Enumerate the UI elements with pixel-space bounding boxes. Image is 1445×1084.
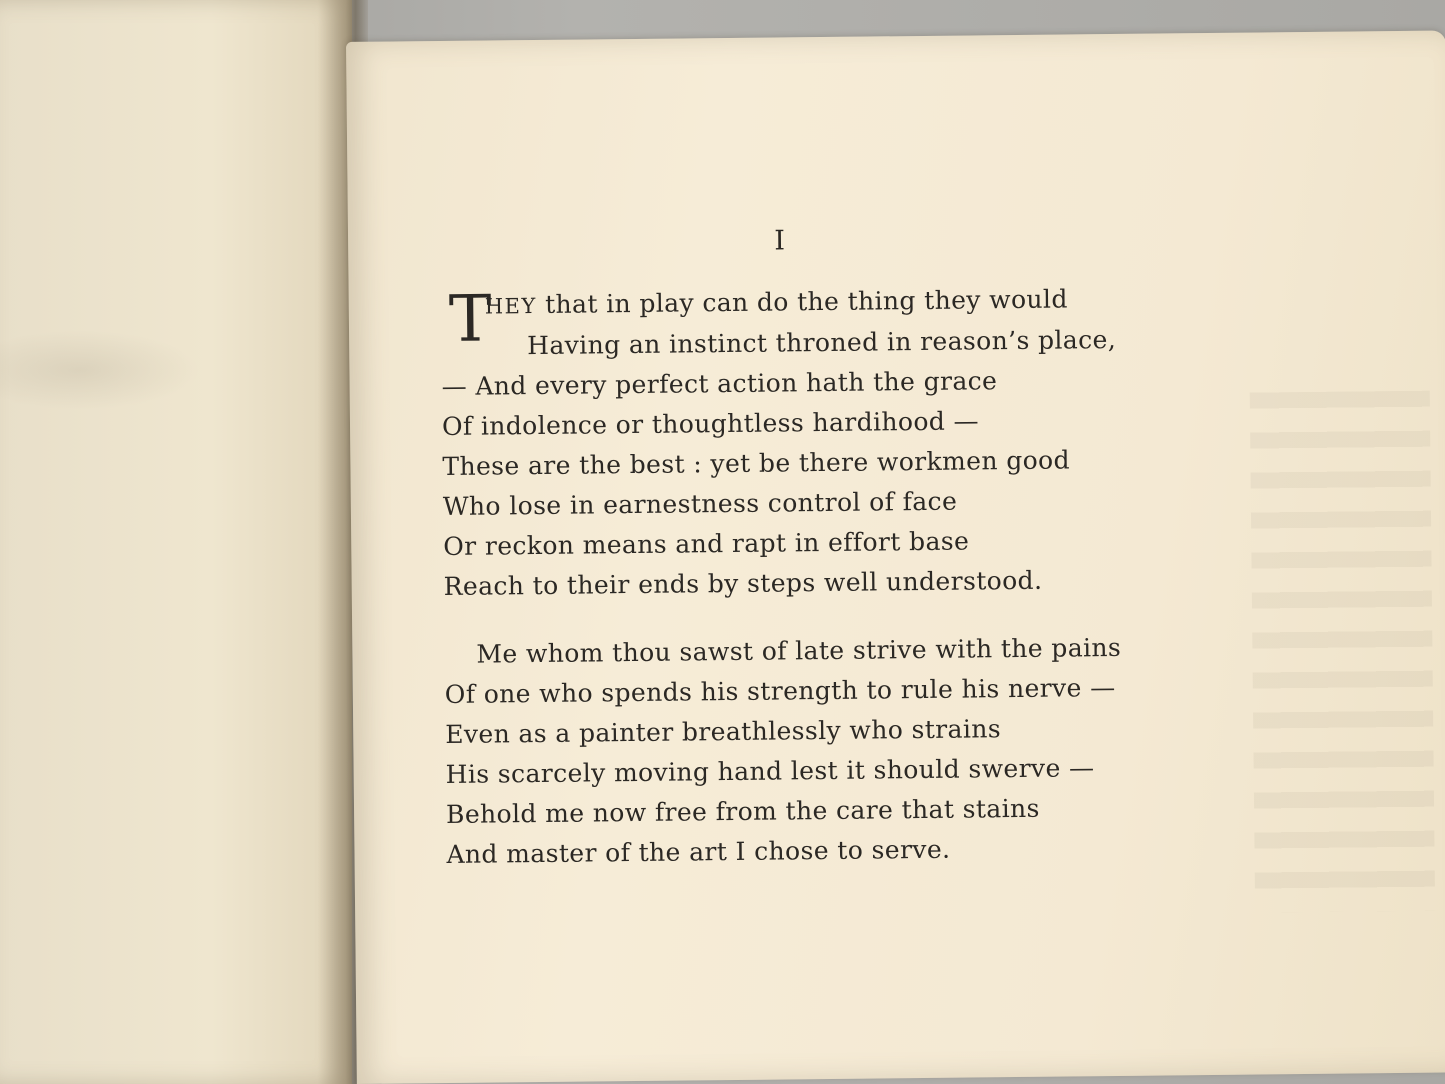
poem-line-8: Reach to their ends by steps well understood.: [443, 565, 1043, 602]
stanza-1: [441, 278, 1164, 607]
poem-line-4: Of indolence or thoughtless hardihood —: [441, 406, 980, 442]
stanza-2: [444, 627, 1166, 875]
poem-line-14: And master of the art I chose to serve.: [446, 834, 951, 869]
drop-cap: T: [448, 282, 493, 357]
poem-line-11: Even as a painter breathlessly who strains: [445, 714, 1002, 749]
first-line-rest: that in play can do the thing they would: [536, 284, 1068, 320]
small-caps-word: HEY: [484, 294, 537, 319]
poem-line-5: These are the best : yet be there workmen good: [442, 445, 1071, 482]
poem-line-13: Behold me now free from the care that stains: [445, 793, 1040, 829]
poem-line-3: — And every perfect action hath the grace: [441, 366, 998, 402]
left-page: [0, 0, 352, 1084]
poem-line-7: Or reckon means and rapt in effort base: [443, 526, 970, 562]
bleed-through-marks: [0, 330, 200, 410]
reverse-side-bleed: [1250, 391, 1435, 913]
poem-line-9: Me whom thou sawst of late strive with the pains: [476, 632, 1122, 669]
poem-line-12: His scarcely moving hand lest it should swerve —: [445, 753, 1095, 789]
section-number: I: [774, 225, 787, 257]
poem: [440, 221, 1167, 875]
right-page: [346, 30, 1445, 1083]
poem-line-6: Who lose in earnestness control of face: [442, 486, 958, 522]
poem-line-2: Having an instinct throned in reason’s place,: [527, 324, 1117, 361]
poem-line-10: Of one who spends his strength to rule his nerve —: [444, 672, 1116, 709]
